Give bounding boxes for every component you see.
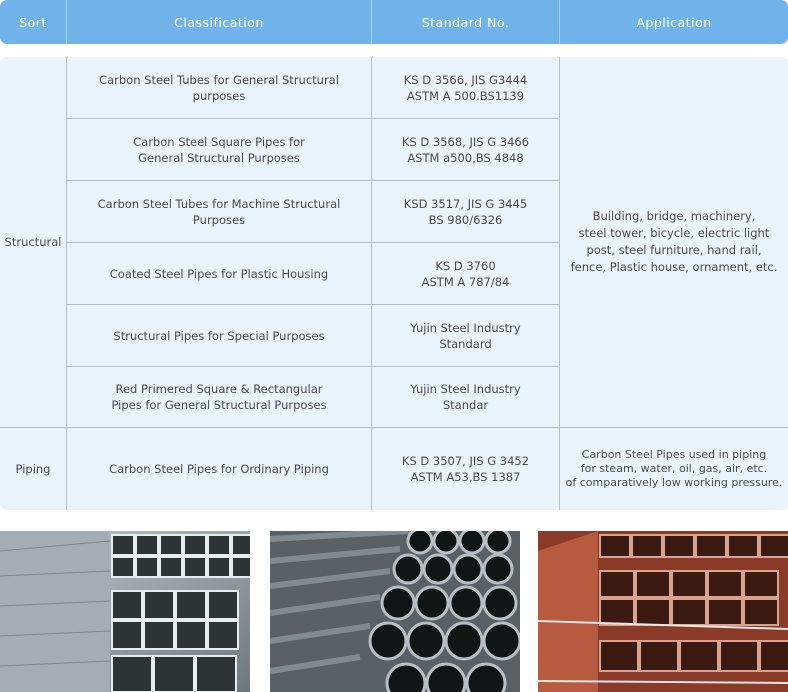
table-row-6-standard: Yujin Steel Industry Standar (410, 382, 521, 412)
table-row-5-classification: Structural Pipes for Special Purposes (113, 328, 325, 343)
table-row-3-classification: Carbon Steel Tubes for Machine Structural Purposes (97, 196, 341, 227)
table-header (0, 0, 788, 44)
photo-red-pipes (538, 531, 788, 692)
table-row-1-standard: KS D 3566, JIS G3444 ASTM A 500.BS1139 (403, 72, 528, 103)
table-row-4-classification: Coated Steel Pipes for Plastic Housing (109, 266, 329, 281)
table-row-3-standard: KSD 3517, JIS G 3445 BS 980/6326 (403, 196, 528, 227)
header-standard: Standard No. (421, 14, 510, 30)
table-row-2-standard: KS D 3568, JIS G 3466 ASTM a500,BS 4848 (401, 134, 530, 165)
table-row-6-classification: Red Primered Square & Rectangular Pipes for General Structural Purposes (111, 382, 327, 412)
table-row-7-classification: Carbon Steel Pipes for Ordinary Piping (109, 462, 329, 476)
table-row-4-standard: KS D 3760 ASTM A 787/84 (421, 258, 510, 289)
header-sort: Sort (19, 14, 47, 30)
group-structural: Structural (4, 235, 62, 249)
table-row-1-classification: Carbon Steel Tubes for General Structural purposes (99, 72, 339, 103)
application-structural: Building, bridge, machinery, steel tower, bicycle, electric light post, steel furniture, hand rail, fence, Plastic house, ornament, etc. (570, 209, 778, 274)
table-row-5-standard: Yujin Steel Industry Standard (410, 320, 521, 351)
table-row-7-standard: KS D 3507, JIS G 3452 ASTM A53,BS 1387 (401, 454, 530, 484)
photo-round-pipes (270, 531, 520, 692)
group-piping: Piping (15, 462, 51, 476)
header-classification: Classification (174, 14, 264, 30)
spec-table (0, 57, 788, 510)
table-row-2-classification: Carbon Steel Square Pipes for General Structural Purposes (133, 134, 305, 165)
application-piping: Carbon Steel Pipes used in piping for steam, water, oil, gas, air, etc. of comparatively low working pressure. (565, 448, 783, 489)
photo-square-pipes (0, 531, 250, 692)
header-application: Application (636, 14, 712, 30)
